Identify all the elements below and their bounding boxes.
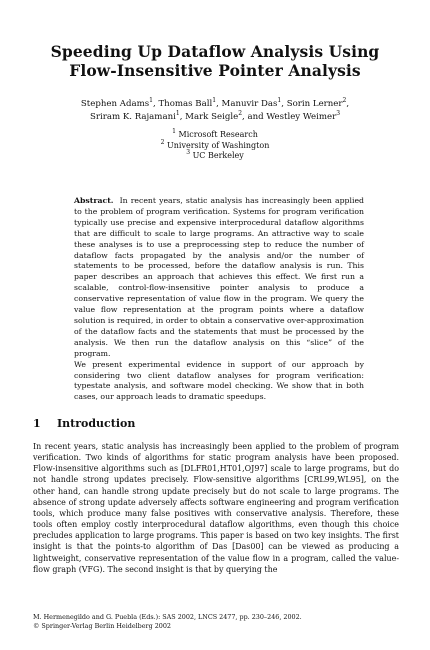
affiliation-mark: 2	[342, 97, 347, 104]
author-name: Manuvir Das	[221, 99, 278, 109]
section-heading	[33, 417, 135, 430]
author-line: Sriram K. Rajamani$^1$, Mark Seigle$^2$, and Westley Weimer$^3$	[89, 110, 341, 122]
affiliation-name: University of Washington	[167, 140, 270, 150]
author-name: Sorin Lerner	[286, 99, 343, 109]
affiliation-list	[0, 130, 430, 162]
affiliation-mark: 1	[277, 97, 282, 104]
affiliation-name: UC Berkeley	[192, 151, 244, 160]
affiliation-mark: 2	[238, 110, 243, 117]
paper-title	[0, 42, 430, 80]
affiliation	[0, 130, 430, 141]
affiliation-number: 3	[186, 149, 191, 156]
publication-footnote	[33, 613, 302, 631]
affiliation	[0, 151, 430, 162]
affiliation-mark: 3	[336, 110, 341, 117]
affiliation-mark: 1	[212, 97, 217, 104]
affiliation	[0, 138, 430, 152]
affiliation-name: Microsoft Research	[178, 130, 258, 139]
author-name: Thomas Ball	[158, 99, 213, 109]
abstract-label: Abstract.	[74, 196, 114, 205]
section-number: 1	[33, 417, 41, 430]
author-name: Mark Seigle	[185, 112, 239, 122]
footnote-line: M. Hermenegildo and G. Puebla (Eds.): SAS 2002, LNCS 2477, pp. 230–246, 2002.	[33, 613, 302, 621]
footnote-line: © Springer-Verlag Berlin Heidelberg 2002	[33, 622, 171, 630]
affiliation-number: 1	[172, 128, 176, 135]
title-line: Speeding Up Dataflow Analysis Using	[50, 42, 380, 61]
author-list	[0, 98, 430, 124]
abstract	[74, 196, 364, 403]
abstract-text: In recent years, static analysis has increasingly been applied to the problem of program verification. Systems for program verification typically use precise and expensive interprocedural dataflow algorithms that are difficult to scale to large programs. An attractive way to scale these analyses is to use a preprocessing step to reduce the number of dataflow facts propagated by the analysis and/or the number of statements to be processed, before the dataflow analysis is run. This paper describes an approach that achieves this effect. We first run a scalable, control-flow-insensitive pointer analysis to produce a conservative representation of value flow in the program. We query the value flow representation at the program points where a dataflow solution is required, in order to obtain a conservative over-approximation of the dataflow facts and the statements that must be processed by the analysis. We then run the dataflow analysis on this “slice” of the program.	[74, 196, 365, 358]
abstract-paragraph: We present experimental evidence in support of our approach by considering two client dataflow analyses for program verification: typestate analysis, and software model checking. We show that in both cases, our approach leads to dramatic speedups.	[74, 359, 364, 402]
body-paragraph: In recent years, static analysis has increasingly been applied to the problem of program verification. Two kinds of algorithms for static program analysis have been proposed. Flow-insensitive algorithms such as [DLFR01,HT01,OJ97] scale to large programs, but do not handle strong updates precisely. Flow-sensitive algorithms [CRL99,WL95], on the other hand, can handle strong update precisely but do not scale to large programs. The absence of strong update adversely affects software engineering and program verification tools, which produce many false positives with conservative analysis. Therefore, these tools often employ costly interprocedural dataflow algorithms, even though this choice precludes application to large programs. This paper is based on two key insights. The first insight is that the points-to algorithm of Das [Das00] can be viewed as producing a lightweight, conservative representation of the value flow in a program, called the value-flow graph (VFG). The second insight is that by querying the	[33, 442, 399, 574]
author-name: and Westley Weimer	[247, 112, 337, 122]
author-line: Stephen Adams$^1$, Thomas Ball$^1$, Manuvir Das$^1$, Sorin Lerner$^2$,	[80, 97, 350, 109]
affiliation-mark: 1	[149, 97, 153, 104]
author-name: Stephen Adams	[80, 99, 150, 109]
affiliation-number: 2	[160, 138, 165, 146]
affiliation-mark: 1	[175, 110, 180, 117]
introduction-body	[33, 441, 399, 575]
section-title: Introduction	[57, 417, 136, 430]
abstract-paragraph	[74, 196, 364, 360]
title-line: Flow-Insensitive Pointer Analysis	[69, 61, 361, 80]
author-name: Sriram K. Rajamani	[89, 112, 176, 122]
